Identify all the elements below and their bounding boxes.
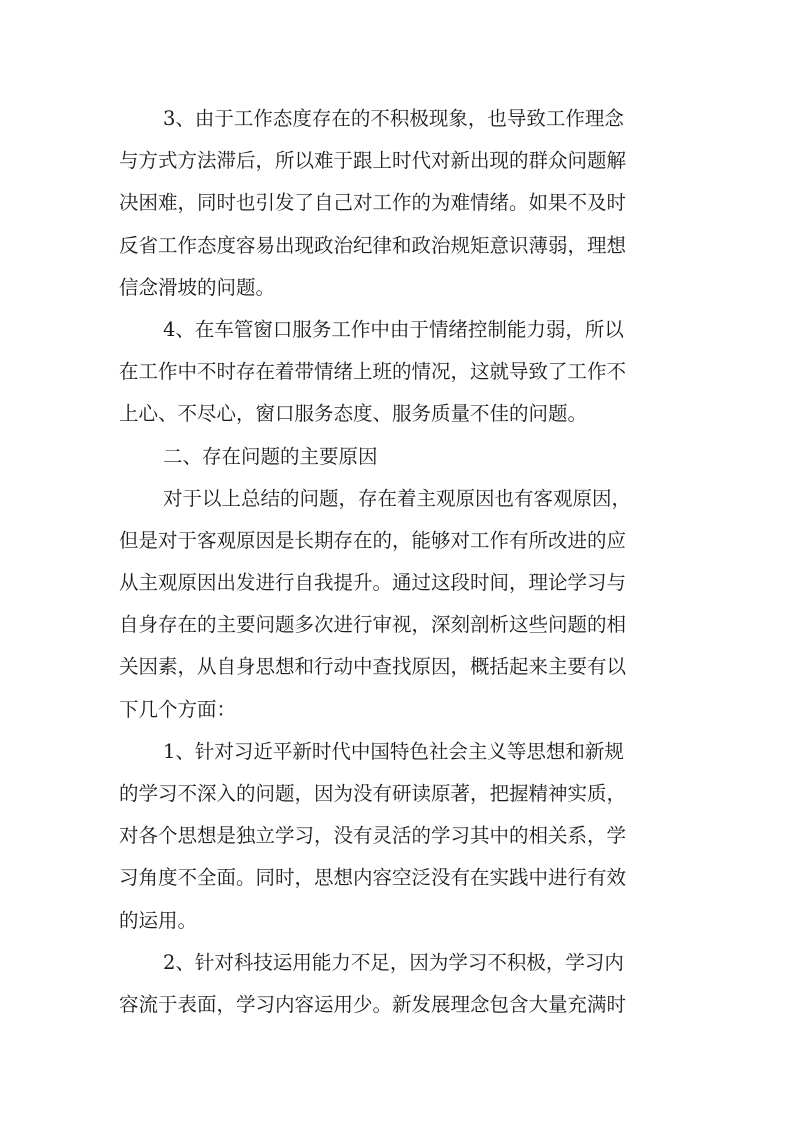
paragraph-4-line-1: 4、在车管窗口服务工作中由于情绪控制能力弱，所以 [163,317,624,341]
paragraph-3-line-2: 与方式方法滞后，所以难于跟上时代对新出现的群众问题解 [119,149,627,173]
cause-1-line-2: 的学习不深入的问题，因为没有研读原著，把握精神实质， [119,782,627,805]
cause-1-line-5: 的运用。 [119,908,198,932]
intro-paragraph-line-6: 下几个方面： [119,697,237,721]
intro-paragraph-line-5: 关因素，从自身思想和行动中查找原因，概括起来主要有以 [119,655,627,679]
intro-paragraph-line-1: 对于以上总结的问题，存在着主观原因也有客观原因， [163,486,632,510]
cause-2-line-2: 容流于表面，学习内容运用少。新发展理念包含大量充满时 [119,992,627,1016]
section-heading: 二、存在问题的主要原因 [163,444,378,468]
cause-1-line-1: 1、针对习近平新时代中国特色社会主义等思想和新规 [163,739,624,763]
paragraph-4-line-2: 在工作中不时存在着带情绪上班的情况，这就导致了工作不 [119,360,627,384]
intro-paragraph-line-3: 从主观原因出发进行自我提升。通过这段时间，理论学习与 [119,571,627,595]
cause-1-line-3: 对各个思想是独立学习，没有灵活的学习其中的相关系，学 [119,824,627,848]
paragraph-3-line-1: 3、由于工作态度存在的不积极现象，也导致工作理念 [163,107,624,130]
paragraph-3-line-4: 反省工作态度容易出现政治纪律和政治规矩意识薄弱，理想 [119,233,627,257]
intro-paragraph-line-2: 但是对于客观原因是长期存在的，能够对工作有所改进的应 [119,528,627,552]
paragraph-3-line-5: 信念滑坡的问题。 [119,275,276,299]
intro-paragraph-line-4: 自身存在的主要问题多次进行审视，深刻剖析这些问题的相 [119,613,627,637]
document-body [119,98,679,1026]
paragraph-4-line-3: 上心、不尽心，窗口服务态度、服务质量不佳的问题。 [119,402,588,426]
cause-1-line-4: 习角度不全面。同时，思想内容空泛没有在实践中进行有效 [119,866,627,890]
cause-2-line-1: 2、针对科技运用能力不足，因为学习不积极，学习内 [163,950,624,974]
paragraph-3-line-3: 决困难，同时也引发了自己对工作的为难情绪。如果不及时 [119,191,627,215]
